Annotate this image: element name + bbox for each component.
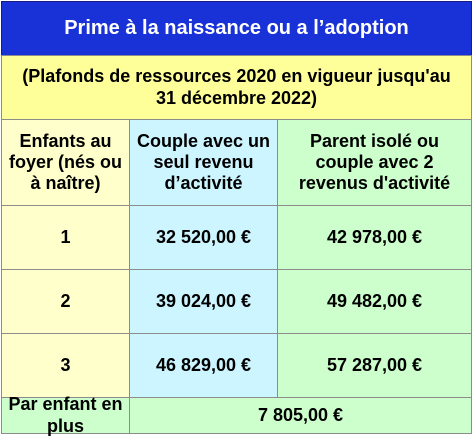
footer-value: 7 805,00 € xyxy=(129,397,472,434)
header-single-parent-or-dual-income: Parent isolé ou couple avec 2 revenus d'activité xyxy=(277,119,472,206)
header-couple-single-income: Couple avec un seul revenu d’activité xyxy=(129,119,278,206)
row-1-single-parent-or-dual-income: 42 978,00 € xyxy=(277,205,472,270)
row-2-couple-single-income: 39 024,00 € xyxy=(129,269,278,334)
header-children: Enfants au foyer (nés ou à naître) xyxy=(1,119,130,206)
row-3-children: 3 xyxy=(1,333,130,398)
row-2-children: 2 xyxy=(1,269,130,334)
table-title: Prime à la naissance ou a l’adoption xyxy=(1,1,472,56)
table-subtitle: (Plafonds de ressources 2020 en vigueur jusqu'au 31 décembre 2022) xyxy=(1,55,472,120)
row-3-couple-single-income: 46 829,00 € xyxy=(129,333,278,398)
row-1-couple-single-income: 32 520,00 € xyxy=(129,205,278,270)
row-3-single-parent-or-dual-income: 57 287,00 € xyxy=(277,333,472,398)
row-1-children: 1 xyxy=(1,205,130,270)
income-ceiling-table xyxy=(2,2,472,434)
footer-label: Par enfant en plus xyxy=(1,397,130,434)
row-2-single-parent-or-dual-income: 49 482,00 € xyxy=(277,269,472,334)
